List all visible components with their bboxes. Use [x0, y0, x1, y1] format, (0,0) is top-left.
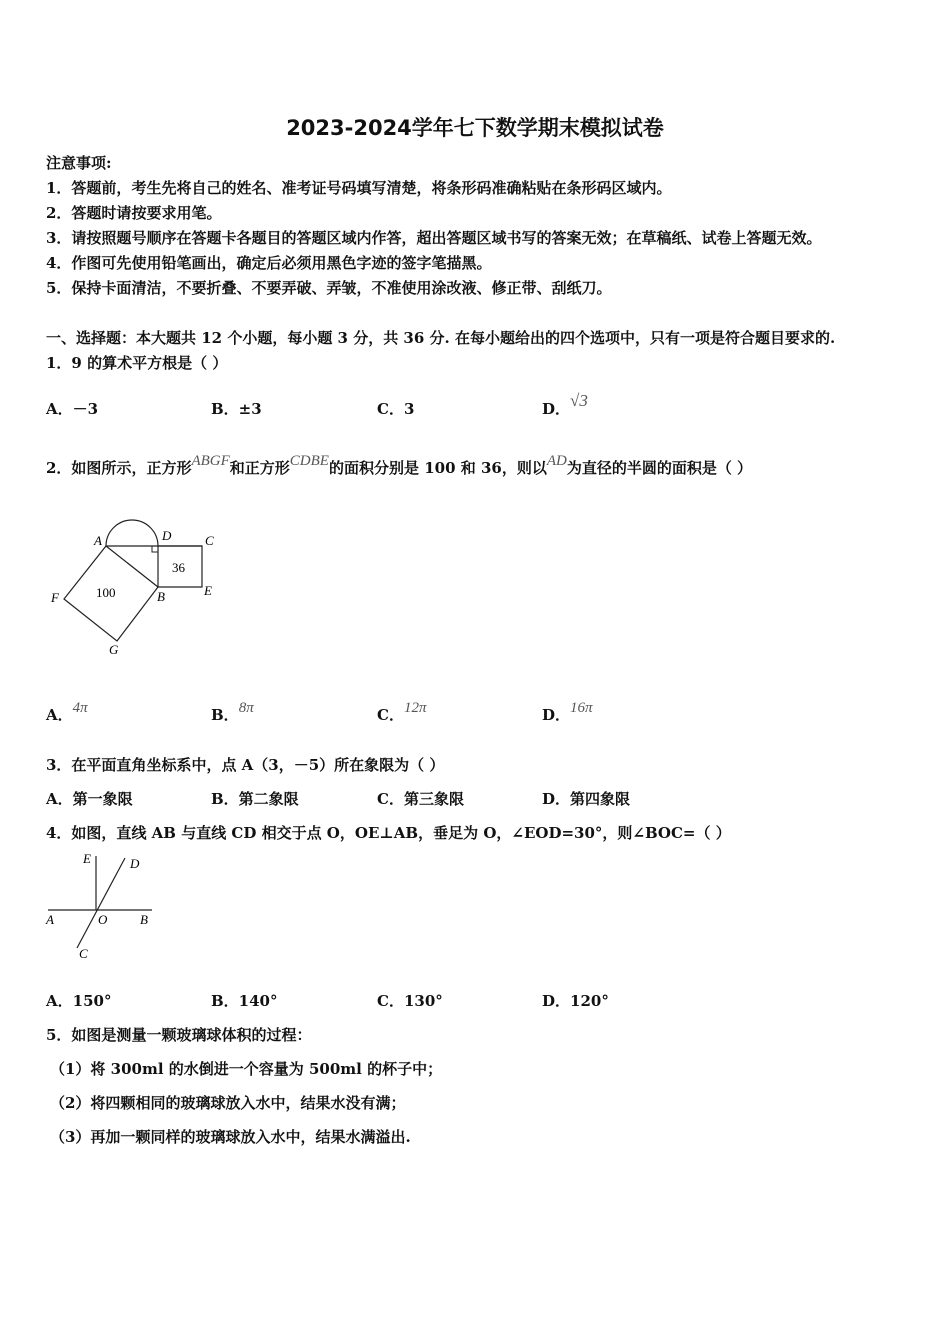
q3-option-a: A．第一象限: [46, 790, 133, 808]
label-c: C: [79, 946, 88, 961]
q1-option-b: B．±3: [211, 400, 262, 418]
q2-option-a: [46, 700, 88, 725]
question-4-stem: 4．如图，直线 AB 与直线 CD 相交于点 O，OE⊥AB，垂足为 O，∠EOD=30°，则∠BOC=（ ）: [46, 824, 731, 842]
label-f: F: [51, 590, 59, 605]
note-item: 5．保持卡面清洁，不要折叠、不要弄破、弄皱，不准使用涂改液、修正带、刮纸刀。: [46, 279, 612, 297]
area-36: 36: [172, 560, 185, 575]
q2-stem-part: 的面积分别是 100 和 36，则以: [328, 459, 547, 477]
notes-heading: 注意事项:: [46, 154, 112, 172]
label-b: B: [157, 589, 165, 604]
q2-option-math: 4π: [72, 700, 88, 716]
note-item: 1．答题前，考生先将自己的姓名、准考证号码填写清楚，将条形码准确粘贴在条形码区域内。: [46, 179, 672, 197]
page-title: 2023-2024学年七下数学期末模拟试卷: [286, 116, 664, 140]
q5-step: （3）再加一颗同样的玻璃球放入水中，结果水满溢出.: [50, 1128, 411, 1146]
label-e: E: [204, 583, 212, 598]
q4-option-c: C．130°: [377, 992, 443, 1010]
question-2-stem: [46, 453, 753, 478]
q2-option-label: A．: [46, 706, 73, 724]
q4-option-d: D．120°: [542, 992, 609, 1010]
note-item: 3．请按照题号顺序在答题卡各题目的答题区域内作答，超出答题区域书写的答案无效；在草稿纸、试卷上答题无效。: [46, 229, 822, 247]
note-item: 4．作图可先使用铅笔画出，确定后必须用黑色字迹的签字笔描黑。: [46, 254, 492, 272]
q2-option-c: [377, 700, 427, 725]
q2-figure: [40, 505, 230, 660]
q2-option-math: 16π: [570, 700, 593, 716]
q2-stem-part: 和正方形: [229, 459, 290, 477]
q2-math-ad: AD: [546, 453, 567, 469]
label-d: D: [130, 856, 140, 871]
label-e: E: [83, 851, 91, 866]
q3-option-c: C．第三象限: [377, 790, 464, 808]
q4-option-b: B．140°: [211, 992, 278, 1010]
q4-figure: [40, 848, 165, 963]
question-5-stem: 5．如图是测量一颗玻璃球体积的过程：: [46, 1026, 312, 1044]
q2-option-math: 8π: [238, 700, 254, 716]
q2-math-cdbe: CDBE: [289, 453, 329, 469]
label-b: B: [140, 912, 148, 927]
q2-stem-part: 为直径的半圆的面积是（ ）: [566, 459, 753, 477]
q2-option-b: [211, 700, 254, 725]
q1-option-d: [542, 391, 588, 419]
label-d: D: [162, 528, 172, 543]
q1-option-a: A．－3: [46, 400, 99, 418]
q5-step: （2）将四颗相同的玻璃球放入水中，结果水没有满；: [50, 1094, 406, 1112]
question-1-stem: 1．9 的算术平方根是（ ）: [46, 354, 228, 372]
q2-math-abgf: ABGF: [191, 453, 230, 469]
q1-option-d-label: D．: [542, 400, 571, 418]
line-cd: [77, 858, 125, 948]
question-3-stem: 3．在平面直角坐标系中，点 A（3，－5）所在象限为（ ）: [46, 756, 445, 774]
q4-option-a: A．150°: [46, 992, 112, 1010]
label-o: O: [98, 912, 108, 927]
label-g: G: [109, 642, 119, 657]
q1-option-d-math: √3: [570, 391, 588, 410]
q3-option-d: D．第四象限: [542, 790, 631, 808]
q2-option-math: 12π: [403, 700, 427, 716]
q5-step: （1）将 300ml 的水倒进一个容量为 500ml 的杯子中；: [50, 1060, 443, 1078]
q2-stem-part: 2．如图所示，正方形: [46, 459, 192, 477]
q3-option-b: B．第二象限: [211, 790, 299, 808]
semicircle: [106, 520, 158, 546]
label-c: C: [205, 533, 214, 548]
section-heading: 一、选择题：本大题共 12 个小题，每小题 3 分，共 36 分. 在每小题给出的四个选项中，只有一项是符合题目要求的.: [46, 329, 836, 347]
label-a: A: [46, 912, 54, 927]
note-item: 2．答题时请按要求用笔。: [46, 204, 222, 222]
q1-option-c: C．3: [377, 400, 415, 418]
q2-option-d: [542, 700, 593, 725]
area-100: 100: [96, 585, 116, 600]
q2-option-label: B．: [211, 706, 239, 724]
label-a: A: [94, 533, 102, 548]
q2-option-label: C．: [377, 706, 404, 724]
q2-option-label: D．: [542, 706, 571, 724]
